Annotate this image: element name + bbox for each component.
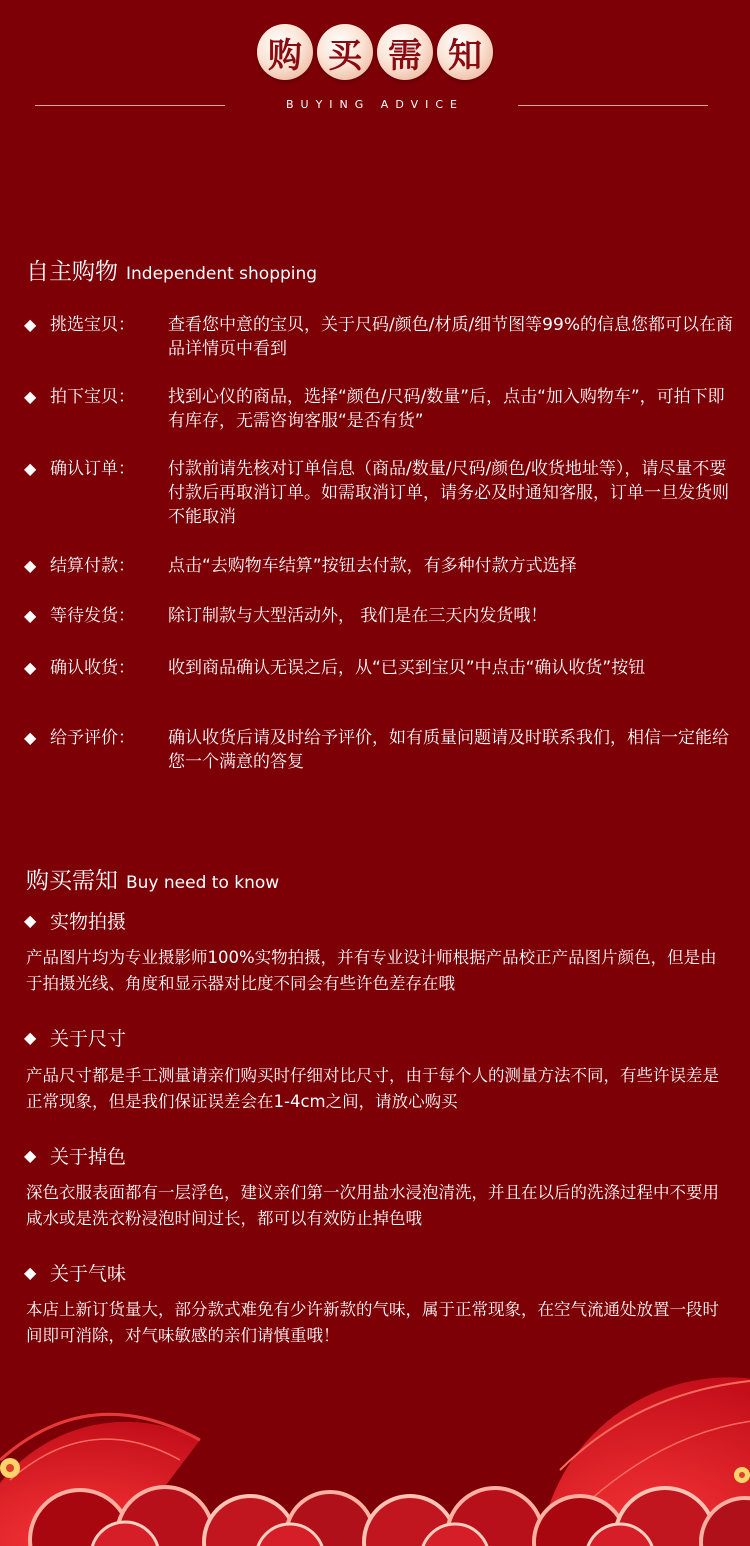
diamond-icon: ◆ (24, 315, 37, 334)
step-label: 拍下宝贝： (50, 387, 135, 407)
cloud-waves (30, 1487, 750, 1546)
notice-body: 产品图片均为专业摄影师100%实物拍摄，并有专业设计师根据产品校正产品图片颜色，但是由于拍摄光线、角度和显示器对比度不同会有些许色差存在哦 (26, 948, 717, 993)
step-label: 确认订单： (50, 459, 135, 479)
step-item (24, 554, 736, 578)
diamond-icon: ◆ (24, 1263, 37, 1282)
title-badges (0, 24, 750, 80)
shopping-title-cn: 自主购物 (26, 259, 118, 285)
step-item (24, 457, 736, 529)
title-badge: 购 (257, 24, 313, 80)
diamond-icon: ◆ (24, 911, 37, 930)
step-desc: 付款前请先核对订单信息（商品/数量/尺码/颜色/收货地址等），请尽量不要付款后再取消订单。如需取消订单，请务必及时通知客服，订单一旦发货则不能取消 (168, 459, 729, 527)
diamond-icon: ◆ (24, 556, 37, 575)
diamond-icon: ◆ (24, 658, 37, 677)
notice-section-title (26, 862, 279, 895)
notice-heading (24, 1024, 126, 1051)
notice-heading-text: 关于掉色 (50, 1146, 127, 1168)
diamond-icon: ◆ (24, 728, 37, 747)
step-item (24, 385, 736, 433)
title-badge: 需 (377, 24, 433, 80)
step-desc: 除订制款与大型活动外， 我们是在三天内发货哦！ (168, 606, 548, 626)
step-desc: 收到商品确认无误之后，从“已买到宝贝”中点击“确认收货”按钮 (168, 658, 646, 678)
step-item (24, 604, 736, 628)
notice-heading-text: 实物拍摄 (50, 911, 127, 933)
step-label: 给予评价： (50, 728, 135, 748)
step-desc: 点击“去购物车结算”按钮去付款，有多种付款方式选择 (168, 556, 577, 576)
notice-heading (24, 907, 126, 934)
step-desc: 查看您中意的宝贝，关于尺码/颜色/材质/细节图等99%的信息您都可以在商品详情页中看到 (168, 315, 733, 359)
diamond-icon: ◆ (24, 606, 37, 625)
notice-body: 产品尺寸都是手工测量请亲们购买时仔细对比尺寸，由于每个人的测量方法不同，有些许误差是正常现象，但是我们保证误差会在1-4cm之间，请放心购买 (26, 1066, 719, 1111)
header-subtitle: BUYING ADVICE (285, 98, 464, 111)
diamond-icon: ◆ (24, 387, 37, 406)
decorative-fans-clouds (0, 1360, 750, 1546)
notice-heading-text: 关于气味 (50, 1263, 127, 1285)
title-badge: 知 (437, 24, 493, 80)
step-label: 挑选宝贝： (50, 315, 135, 335)
step-desc: 确认收货后请及时给予评价，如有质量问题请及时联系我们，相信一定能给您一个满意的答复 (168, 728, 729, 772)
notice-heading (24, 1259, 126, 1286)
diamond-icon: ◆ (24, 1146, 37, 1165)
title-badge: 买 (317, 24, 373, 80)
notice-body: 深色衣服表面都有一层浮色，建议亲们第一次用盐水浸泡清洗，并且在以后的洗涤过程中不要用咸水或是洗衣粉浸泡时间过长，都可以有效防止掉色哦 (26, 1183, 719, 1228)
step-label: 确认收货： (50, 658, 135, 678)
step-label: 结算付款： (50, 556, 135, 576)
step-item (24, 313, 736, 361)
notice-title-cn: 购买需知 (26, 868, 118, 894)
header-divider-left (35, 105, 225, 106)
notice-title-en: Buy need to know (126, 873, 280, 893)
step-item (24, 726, 736, 774)
notice-heading-text: 关于尺寸 (50, 1028, 127, 1050)
step-item (24, 656, 736, 680)
diamond-icon: ◆ (24, 1028, 37, 1047)
shopping-title-en: Independent shopping (126, 264, 318, 284)
shopping-section-title (26, 253, 317, 286)
step-label: 等待发货： (50, 606, 135, 626)
notice-body: 本店上新订货量大，部分款式难免有少许新款的气味，属于正常现象，在空气流通处放置一段时间即可消除，对气味敏感的亲们请慎重哦！ (26, 1300, 719, 1345)
diamond-icon: ◆ (24, 459, 37, 478)
notice-heading (24, 1142, 126, 1169)
header-divider-right (518, 105, 708, 106)
step-desc: 找到心仪的商品，选择“颜色/尺码/数量”后，点击“加入购物车”，可拍下即有库存，无需咨询客服“是否有货” (168, 387, 725, 431)
